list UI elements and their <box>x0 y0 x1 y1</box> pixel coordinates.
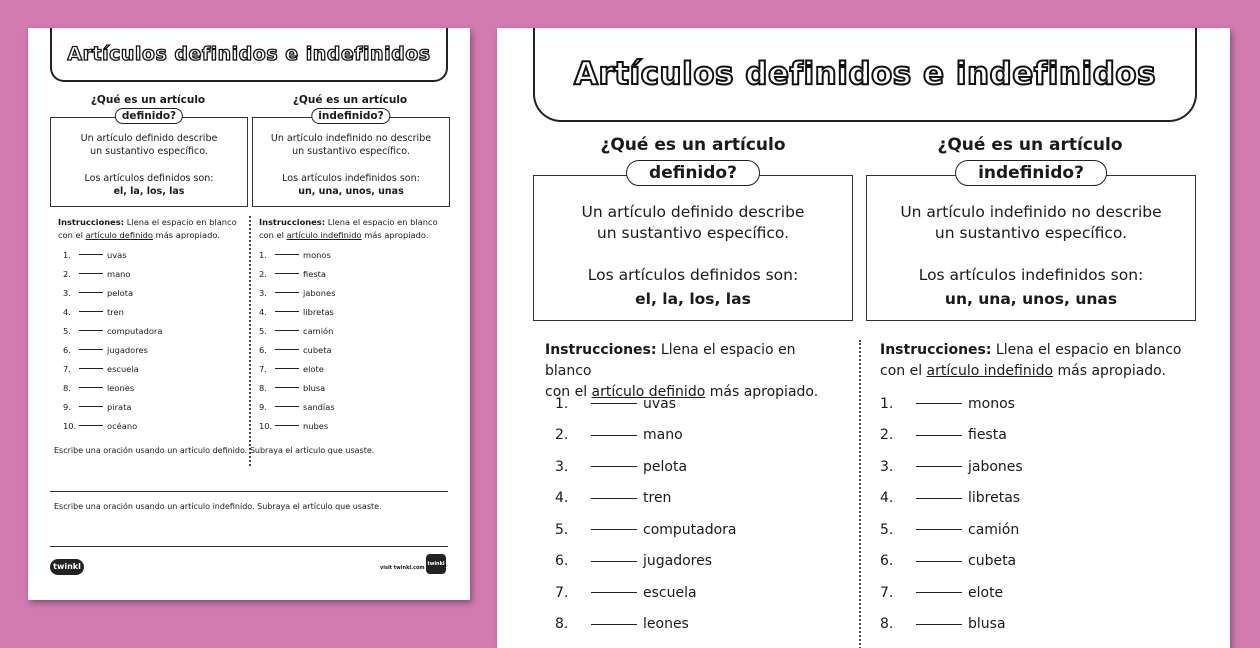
exercise-list-definido <box>63 245 162 435</box>
column-divider <box>859 340 861 648</box>
list-item <box>259 321 335 340</box>
instructions-text: más apropiado. <box>361 230 429 240</box>
item-number: 6. <box>259 344 267 355</box>
answer-blank[interactable] <box>916 435 962 436</box>
answer-blank[interactable] <box>79 254 103 255</box>
item-number: 4. <box>63 306 71 317</box>
item-word: elote <box>303 363 324 374</box>
list-item <box>63 264 162 283</box>
item-word: escuela <box>643 584 697 601</box>
answer-blank[interactable] <box>916 529 962 530</box>
list-item <box>259 416 335 435</box>
item-number: 8. <box>555 616 569 633</box>
item-number: 3. <box>880 458 894 475</box>
list-item <box>63 416 162 435</box>
item-number: 1. <box>555 395 569 412</box>
item-word: leones <box>643 616 689 633</box>
answer-blank[interactable] <box>591 624 637 625</box>
instructions-text: más apropiado. <box>705 384 819 400</box>
item-word: pelota <box>643 458 688 475</box>
instructions-label: Instrucciones: <box>259 217 326 227</box>
item-number: 3. <box>259 287 267 298</box>
answer-blank[interactable] <box>591 592 637 593</box>
instructions-indefinido <box>880 340 1200 382</box>
answer-blank[interactable] <box>79 387 103 388</box>
list-item <box>880 388 1023 420</box>
item-number: 8. <box>259 382 267 393</box>
sentence-prompt-definido: Escribe una oración usando un artículo definido. Subraya el artículo que usaste. <box>54 446 375 455</box>
twinkl-badge-icon: twinkl <box>426 554 446 574</box>
instructions-underlined: artículo definido <box>85 230 153 240</box>
answer-blank[interactable] <box>275 406 299 407</box>
pill-indefinido: indefinido? <box>955 160 1107 186</box>
instructions-text: con el <box>58 230 86 240</box>
item-number: 7. <box>63 363 71 374</box>
page-title: Artículos definidos e indefinidos <box>67 43 431 65</box>
item-word: mano <box>643 427 683 444</box>
item-number: 6. <box>880 553 894 570</box>
item-number: 9. <box>63 401 71 412</box>
instructions-text: Llena el espacio en blanco <box>325 217 438 227</box>
item-number: 1. <box>259 249 267 260</box>
item-number: 7. <box>880 584 894 601</box>
definition-box-definido <box>533 163 853 321</box>
sentence-prompt-indefinido: Escribe una oración usando un artículo indefinido. Subraya el artículo que usaste. <box>54 502 382 511</box>
instructions-underlined: artículo definido <box>591 384 706 400</box>
item-word: jugadores <box>107 344 148 355</box>
footer-url: visit twinkl.com <box>380 565 425 571</box>
answer-blank[interactable] <box>275 254 299 255</box>
list-item <box>880 546 1023 578</box>
item-number: 3. <box>63 287 71 298</box>
answer-blank[interactable] <box>916 592 962 593</box>
item-word: jugadores <box>643 553 713 570</box>
articles-list: un, una, unos, unas <box>944 290 1118 308</box>
exercise-list-indefinido <box>259 245 335 435</box>
definition-box-indefinido <box>252 110 450 207</box>
instructions-indefinido <box>259 216 464 242</box>
item-word: pirata <box>107 401 132 412</box>
articles-label: Los artículos definidos son: <box>84 173 214 184</box>
item-word: tren <box>107 306 124 317</box>
answer-blank[interactable] <box>275 368 299 369</box>
answer-blank[interactable] <box>916 624 962 625</box>
item-number: 10. <box>63 420 77 431</box>
item-word: uvas <box>107 249 127 260</box>
list-item <box>555 577 737 609</box>
item-word: camión <box>303 325 334 336</box>
answer-blank[interactable] <box>79 406 103 407</box>
item-number: 2. <box>555 427 569 444</box>
instructions-label: Instrucciones: <box>880 342 992 358</box>
answer-blank[interactable] <box>275 387 299 388</box>
instructions-underlined: artículo indefinido <box>286 230 362 240</box>
list-item <box>555 546 737 578</box>
list-item <box>259 264 335 283</box>
list-item <box>259 359 335 378</box>
item-number: 2. <box>259 268 267 279</box>
instructions-label: Instrucciones: <box>545 342 657 358</box>
answer-blank[interactable] <box>916 403 962 404</box>
item-word: computadora <box>643 521 737 538</box>
list-item <box>880 483 1023 515</box>
pill-indefinido: indefinido? <box>311 108 390 124</box>
item-word: océano <box>107 420 138 431</box>
worksheet-thumbnail <box>28 28 470 600</box>
instructions-text: más apropiado. <box>1053 363 1166 379</box>
list-item <box>880 420 1023 452</box>
list-item <box>63 340 162 359</box>
item-word: nubes <box>303 420 329 431</box>
question-definido: ¿Qué es un artículo <box>600 135 786 155</box>
instructions-text: Llena el espacio en blanco <box>545 342 796 379</box>
worksheet-zoom <box>497 28 1230 648</box>
item-word: libretas <box>968 490 1021 507</box>
list-item <box>63 378 162 397</box>
articles-list: el, la, los, las <box>113 186 185 197</box>
answer-blank[interactable] <box>79 330 103 331</box>
page-title: Artículos definidos e indefinidos <box>573 56 1157 92</box>
item-word: fiesta <box>968 427 1007 444</box>
item-word: pelota <box>107 287 134 298</box>
instructions-text: Llena el espacio en blanco <box>991 342 1182 358</box>
list-item <box>555 420 737 452</box>
question-indefinido: ¿Qué es un artículo <box>292 94 408 106</box>
exercise-list-indefinido <box>880 388 1023 640</box>
definition-line-1: Un artículo indefinido no describe <box>900 203 1162 221</box>
item-number: 7. <box>259 363 267 374</box>
answer-blank[interactable] <box>275 273 299 274</box>
writing-line[interactable] <box>50 546 448 547</box>
definition-line-1: Un artículo definido describe <box>581 203 805 221</box>
item-word: sandías <box>303 401 335 412</box>
answer-blank[interactable] <box>275 311 299 312</box>
item-number: 5. <box>555 521 569 538</box>
title-banner <box>50 28 448 82</box>
answer-blank[interactable] <box>275 349 299 350</box>
item-word: tren <box>643 490 672 507</box>
instructions-text: más apropiado. <box>153 230 220 240</box>
item-number: 9. <box>259 401 267 412</box>
item-word: mano <box>107 268 131 279</box>
item-word: monos <box>968 395 1015 412</box>
column-divider <box>249 216 251 466</box>
list-item <box>63 302 162 321</box>
list-item <box>63 397 162 416</box>
list-item <box>880 577 1023 609</box>
list-item <box>259 397 335 416</box>
exercise-list-definido <box>555 388 737 640</box>
item-word: monos <box>303 249 331 260</box>
list-item <box>880 451 1023 483</box>
answer-blank[interactable] <box>591 529 637 530</box>
answer-blank[interactable] <box>275 425 299 426</box>
articles-list: el, la, los, las <box>635 290 751 308</box>
articles-label: Los artículos indefinidos son: <box>918 266 1144 284</box>
item-word: camión <box>968 521 1020 538</box>
title-banner <box>533 28 1197 122</box>
definition-line-2: un sustantivo específico. <box>934 224 1128 242</box>
answer-blank[interactable] <box>79 349 103 350</box>
item-number: 5. <box>63 325 71 336</box>
list-item <box>259 245 335 264</box>
item-word: computadora <box>107 325 163 336</box>
item-number: 10. <box>259 420 273 431</box>
list-item <box>259 378 335 397</box>
definition-line-2: un sustantivo específico. <box>292 146 410 157</box>
question-definido: ¿Qué es un artículo <box>90 94 206 106</box>
item-number: 7. <box>555 584 569 601</box>
answer-blank[interactable] <box>591 498 637 499</box>
item-word: fiesta <box>303 268 326 279</box>
answer-blank[interactable] <box>591 466 637 467</box>
item-number: 8. <box>63 382 71 393</box>
definition-line-1: Un artículo indefinido no describe <box>270 133 432 144</box>
list-item <box>63 321 162 340</box>
item-number: 6. <box>63 344 71 355</box>
instructions-label: Instrucciones: <box>58 217 125 227</box>
item-number: 1. <box>63 249 71 260</box>
list-item <box>555 514 737 546</box>
item-number: 5. <box>259 325 267 336</box>
twinkl-logo: twinkl <box>50 559 84 575</box>
answer-blank[interactable] <box>591 403 637 404</box>
answer-blank[interactable] <box>916 561 962 562</box>
list-item <box>555 609 737 641</box>
list-item <box>880 514 1023 546</box>
list-item <box>555 483 737 515</box>
item-number: 3. <box>555 458 569 475</box>
item-word: leones <box>107 382 135 393</box>
instructions-text: Llena el espacio en blanco <box>124 217 237 227</box>
pill-definido: definido? <box>626 160 760 186</box>
definition-line-1: Un artículo definido describe <box>80 133 218 144</box>
answer-blank[interactable] <box>79 311 103 312</box>
answer-blank[interactable] <box>916 498 962 499</box>
answer-blank[interactable] <box>79 292 103 293</box>
item-number: 2. <box>880 427 894 444</box>
item-word: jabones <box>968 458 1023 475</box>
list-item <box>63 245 162 264</box>
definition-box-definido <box>50 110 248 207</box>
item-number: 5. <box>880 521 894 538</box>
definition-line-2: un sustantivo específico. <box>596 224 790 242</box>
list-item <box>555 451 737 483</box>
articles-list: un, una, unos, unas <box>298 186 404 197</box>
item-number: 1. <box>880 395 894 412</box>
pill-definido: definido? <box>115 108 183 124</box>
answer-blank[interactable] <box>275 330 299 331</box>
instructions-text: con el <box>259 230 287 240</box>
instructions-underlined: artículo indefinido <box>926 363 1054 379</box>
item-word: uvas <box>643 395 677 412</box>
item-number: 4. <box>259 306 267 317</box>
item-number: 4. <box>555 490 569 507</box>
item-word: libretas <box>303 306 334 317</box>
item-word: elote <box>968 584 1004 601</box>
writing-line[interactable] <box>50 491 448 492</box>
list-item <box>259 340 335 359</box>
articles-label: Los artículos definidos son: <box>587 266 799 284</box>
list-item <box>63 359 162 378</box>
answer-blank[interactable] <box>916 466 962 467</box>
item-number: 2. <box>63 268 71 279</box>
item-word: cubeta <box>303 344 332 355</box>
instructions-text: con el <box>545 384 592 400</box>
item-number: 6. <box>555 553 569 570</box>
instructions-text: con el <box>880 363 927 379</box>
articles-label: Los artículos indefinidos son: <box>282 173 420 184</box>
answer-blank[interactable] <box>79 425 103 426</box>
answer-blank[interactable] <box>275 292 299 293</box>
list-item <box>259 302 335 321</box>
item-word: blusa <box>968 616 1006 633</box>
answer-blank[interactable] <box>591 435 637 436</box>
list-item <box>259 283 335 302</box>
answer-blank[interactable] <box>79 368 103 369</box>
item-word: cubeta <box>968 553 1017 570</box>
answer-blank[interactable] <box>591 561 637 562</box>
item-number: 8. <box>880 616 894 633</box>
definition-box-indefinido <box>866 163 1196 321</box>
item-number: 4. <box>880 490 894 507</box>
definition-line-2: un sustantivo específico. <box>90 146 208 157</box>
list-item <box>63 283 162 302</box>
item-word: jabones <box>303 287 336 298</box>
list-item <box>555 388 737 420</box>
list-item <box>880 609 1023 641</box>
item-word: escuela <box>107 363 139 374</box>
instructions-definido <box>58 216 248 242</box>
answer-blank[interactable] <box>79 273 103 274</box>
question-indefinido: ¿Qué es un artículo <box>937 135 1123 155</box>
item-word: blusa <box>303 382 326 393</box>
